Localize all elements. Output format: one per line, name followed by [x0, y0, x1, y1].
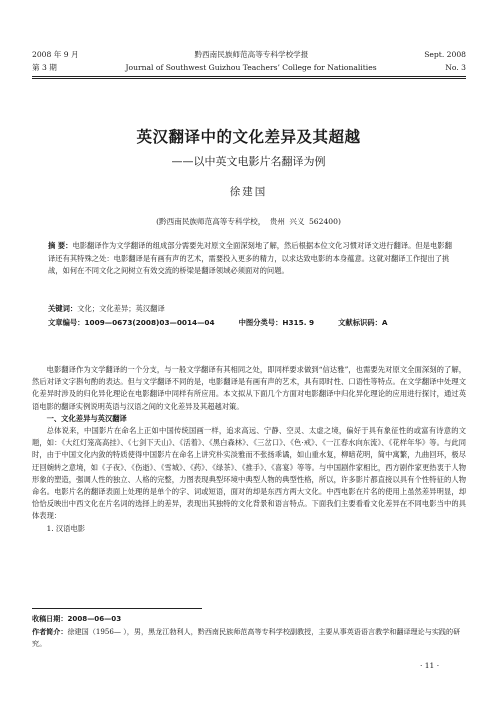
clc-number: 中图分类号：H315. 9 — [238, 318, 315, 327]
abstract-text: 电影翻译作为文学翻译的组成部分需要先对原文全面深刻地了解，然后根据本位文化习惯对译文进行翻译。但是电影翻译还有其特殊之处：电影翻译是有画有声的艺术，需要投入更多的精力，以求达致电影的本身蕴意。这就对翻译工作提出了挑战，如何在不同文化之间树立有效交流的桥梁是翻译领域必须面对的问题。 — [48, 241, 452, 275]
header-rule-thin — [32, 78, 466, 79]
header-journal-title: 黔西南民族师范高等专科学校学报 — [194, 50, 309, 59]
abstract-label: 摘 要： — [48, 241, 73, 250]
page-number: · 11 · — [420, 661, 440, 670]
article-subtitle: ——以中英文电影片名翻译为例 — [171, 155, 326, 168]
article-title: 英汉翻译中的文化差异及其超越 — [136, 128, 361, 146]
keywords-label: 关键词： — [48, 304, 78, 313]
document-code: 文献标识码：A — [338, 318, 388, 327]
author-bio — [32, 626, 466, 651]
header-date-en: Sept. 2008 — [424, 50, 466, 59]
footnote — [32, 613, 466, 651]
body-paragraph: 电影翻译作为文学翻译的一个分支，与一般文学翻译有其相同之处，即同样要求做到“信达雅”，也需要先对原文全面深刻的了解，然后对译文字斟句酌的表达。但与文学翻译不同的是，电影翻译是有画有声的艺术，具有即时性、口语性等特点。在文学翻译中处理文化差异时涉及的归化异化理论在电影翻译中同样有所应用。本文拟从下面几个方面对电影翻译中归化异化理论的应用进行探讨，通过英语电影的翻译实例说明英语与汉语之间的文化差异及其超越对策。 — [32, 365, 466, 411]
author-bio-text: 徐建国（1956— ），男，黑龙江勃利人，黔西南民族师范高等专科学校副教授，主要从事英语语言教学和翻译理论与实践的研究。 — [32, 626, 461, 648]
keywords-text: 文化；文化差异；英汉翻译 — [77, 304, 165, 313]
author-affiliation: (黔西南民族师范高等专科学校， 贵州 兴义 562400) — [156, 217, 341, 226]
journal-header-line-1 — [32, 49, 466, 60]
header-rule — [32, 76, 466, 77]
article-info — [48, 318, 468, 328]
article-number: 文章编号：1009—0673(2008)03—0014—04 — [48, 318, 215, 327]
keywords — [48, 304, 454, 314]
header-journal-title-en: Journal of Southwest Guizhou Teachers’ College for Nationalities — [125, 63, 377, 72]
author-name: 徐建国 — [229, 186, 268, 198]
header-issue-en: No. 3 — [445, 63, 466, 72]
received-date: 收稿日期：2008—06—03 — [32, 614, 122, 623]
list-item: 1. 汉语电影 — [46, 523, 86, 533]
journal-header-line-2 — [32, 62, 466, 73]
body-paragraph: 总体说来，中国影片在命名上正如中国传统国画一样，追求高远、宁静、空灵、太虚之境，偏好于具有象征性的或富有诗意的文题，如：《大红灯笼高高挂》、《七剑下天山》、《活着》、《黑白森林》、《三岔口》、《色·戒》、《一江春水向东流》、《花样年华》等。与此同时，由于中国文化内敛的特质使得中国影片在命名上讲究朴实淡雅而不张扬乖谲，如山重水复，柳暗花明，简中寓繁，九曲回环，极尽迂回婉转之意境，如《子夜》、《伤逝》、《雪城》、《药》、《绿茶》、《推手》、《喜宴》等等。与中国剧作家相比，西方剧作家更热衷于人物形象的塑造，强调人性的独立、人格的完整，力图表现典型环境中典型人物的典型性格，所以，许多影片都直接以具有个性特征的人物命名。电影片名的翻译表面上处理的是单个的字、词或短语，面对的却是东西方两大文化。中西电影在片名的使用上虽然差异明显，却恰恰反映出中西文化在片名词的选择上的差异，表现出其独特的文化背景和语言特点。下面我们主要看看文化差异在不同电影当中的具体表现： — [32, 426, 466, 521]
header-date: 2008 年 9 月 — [32, 50, 79, 59]
abstract — [48, 240, 454, 278]
author-bio-label: 作者简介： — [32, 626, 68, 636]
article-body — [32, 364, 466, 535]
header-issue: 第 3 期 — [32, 63, 57, 72]
section-heading: 一、文化差异与英汉翻译 — [46, 413, 127, 423]
footnote-rule — [32, 608, 202, 609]
